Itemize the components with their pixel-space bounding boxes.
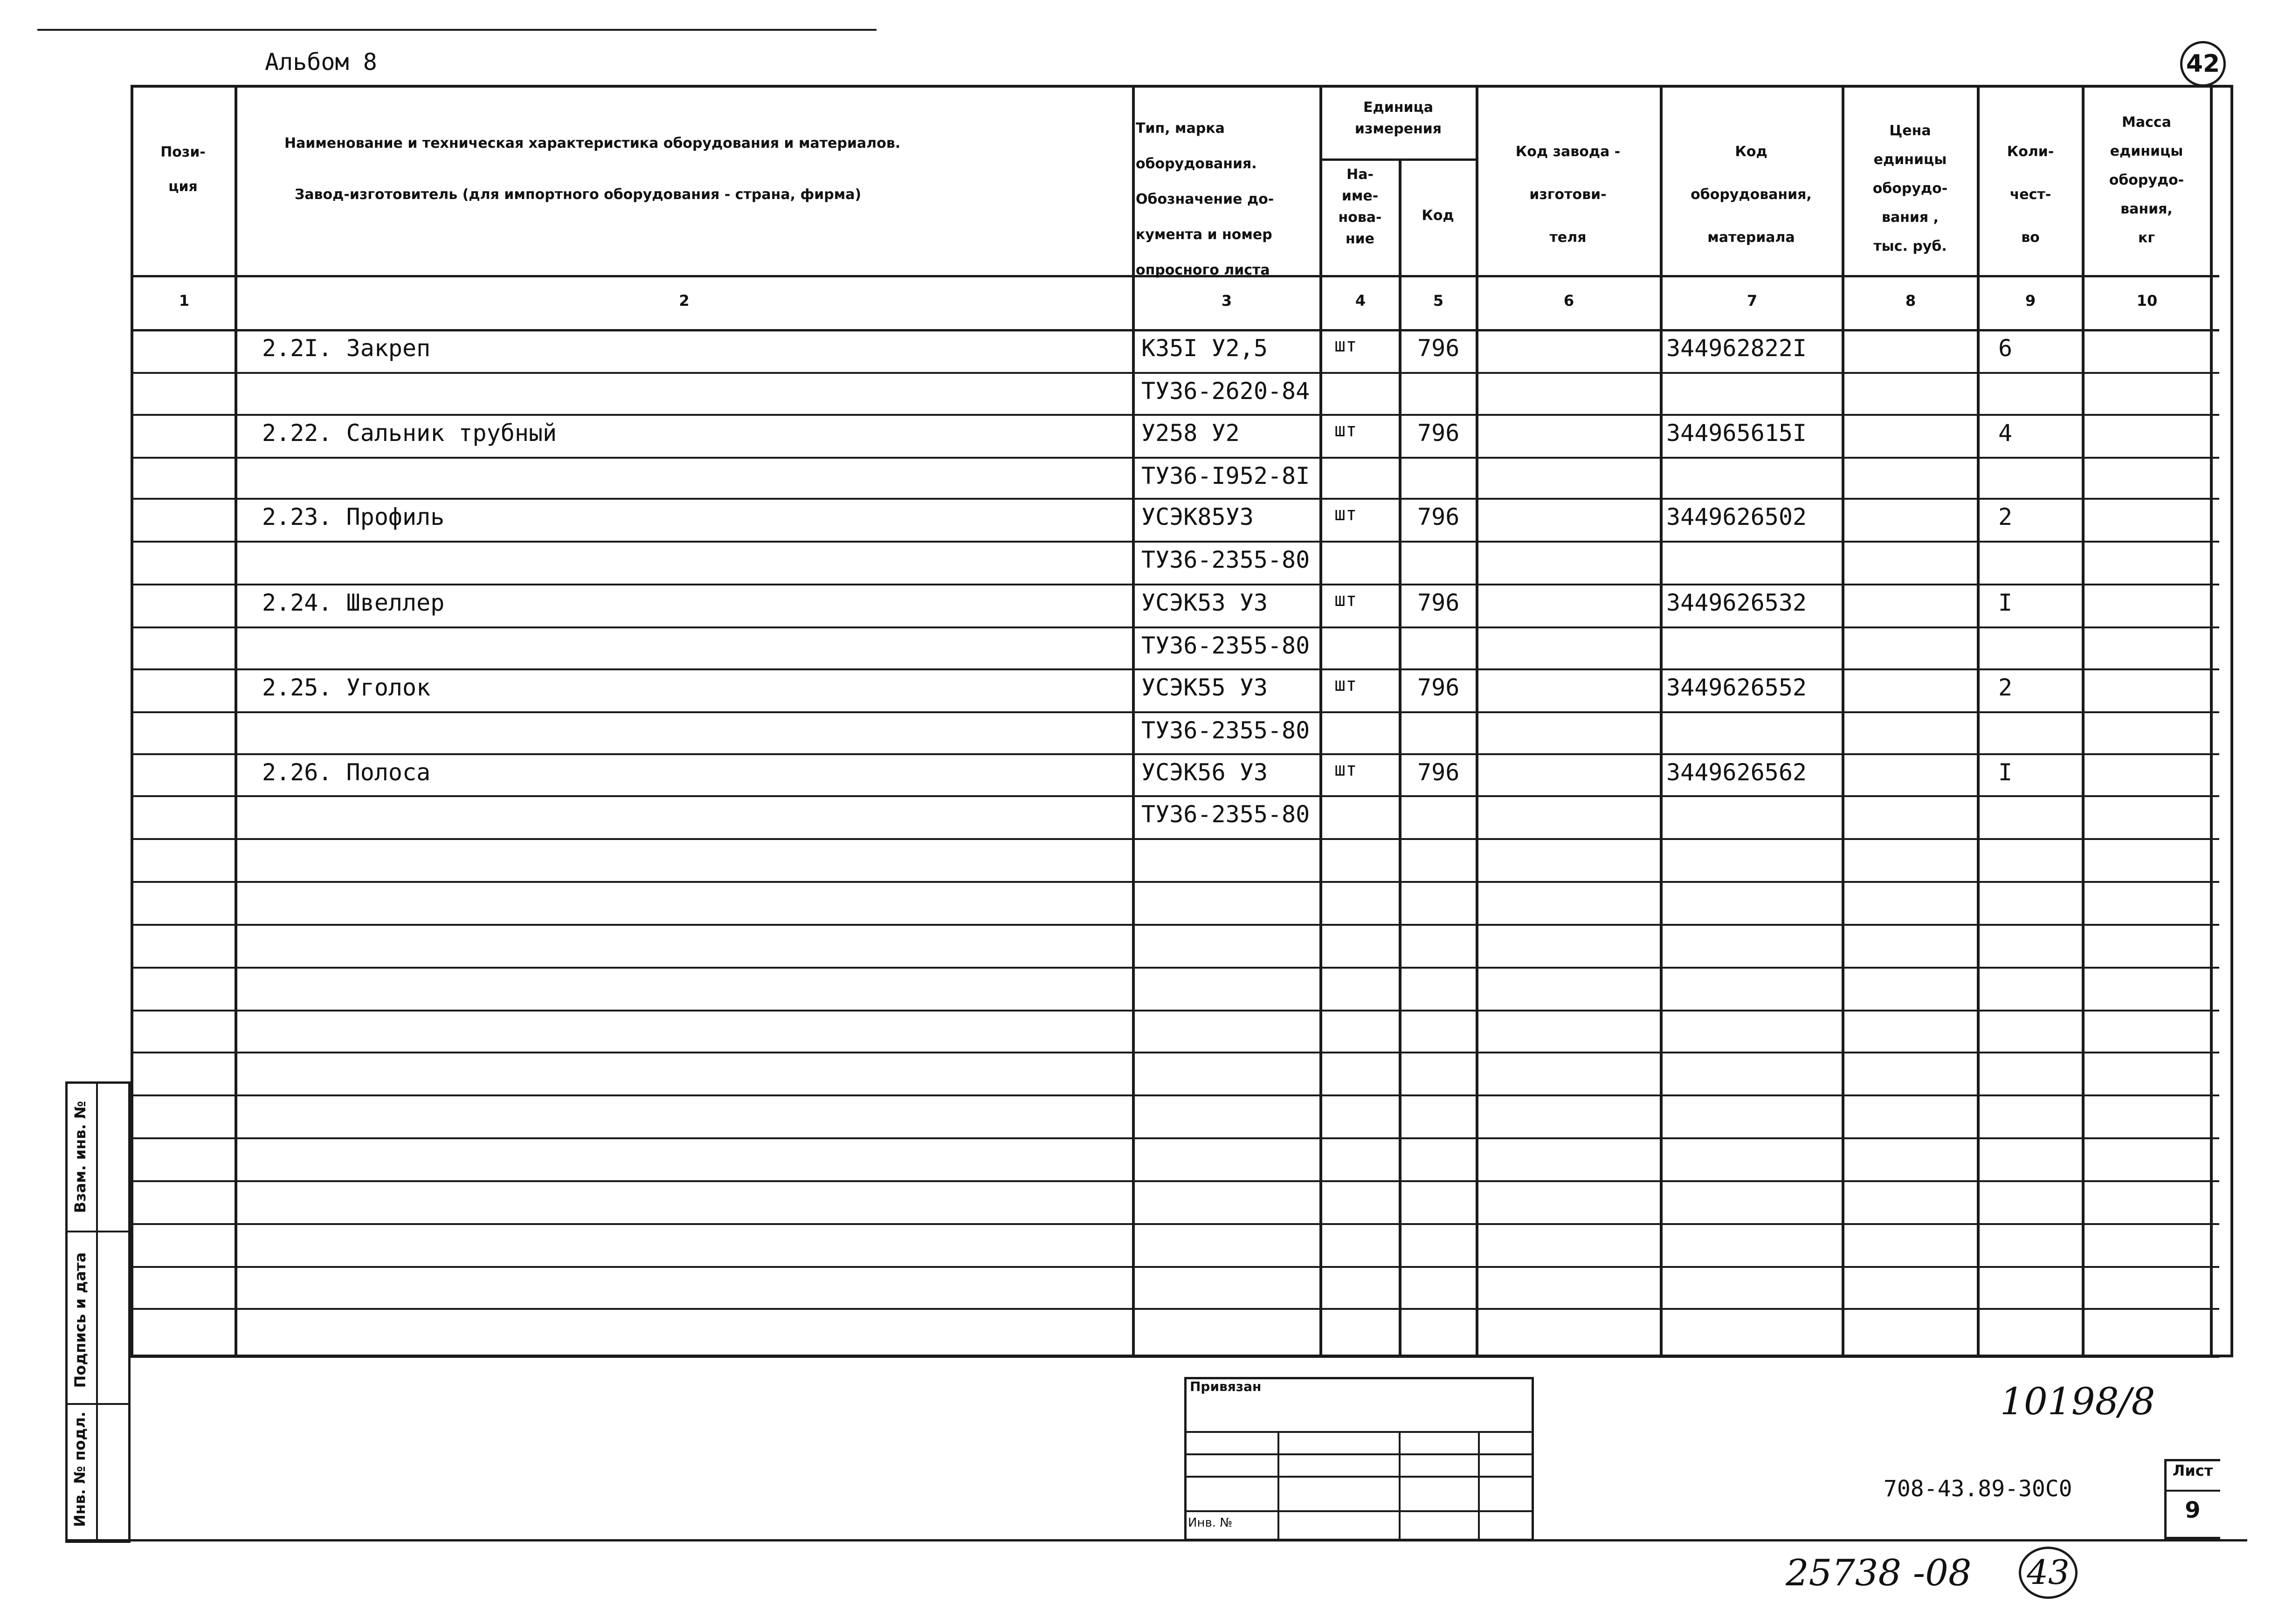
row-equipment-code: 3449626562 bbox=[1666, 759, 1807, 786]
row-name: 2.26. Полоса bbox=[262, 759, 431, 786]
top-rule bbox=[37, 29, 877, 31]
row-line bbox=[131, 1052, 2219, 1053]
row-name: 2.24. Швеллер bbox=[262, 589, 445, 616]
colnum-10: 10 bbox=[2136, 292, 2158, 310]
row-line bbox=[131, 584, 2219, 585]
row-line bbox=[131, 1180, 2219, 1182]
row-unit: шт bbox=[1334, 335, 1357, 356]
row-quantity: I bbox=[1998, 759, 2013, 786]
row-doc: ТУ36-2355-80 bbox=[1141, 717, 1310, 744]
col-line-1 bbox=[235, 85, 237, 1357]
side-vzam-label: Взам. инв. № bbox=[71, 1101, 89, 1213]
row-quantity: 2 bbox=[1998, 503, 2013, 530]
row-name: 2.25. Уголок bbox=[262, 674, 431, 701]
row-type: У258 У2 bbox=[1141, 420, 1240, 447]
column-numbers-bottom-line bbox=[131, 329, 2219, 331]
privyazan-vline-3 bbox=[1478, 1431, 1480, 1541]
col-line-2 bbox=[1132, 85, 1135, 1357]
row-unit-code: 796 bbox=[1417, 674, 1460, 701]
privyazan-stamp bbox=[1184, 1377, 1534, 1541]
side-podpis-label: Подпись и дата bbox=[71, 1252, 89, 1388]
footer-bottom-line bbox=[65, 1539, 2247, 1541]
colnum-6: 6 bbox=[1563, 292, 1574, 310]
privyazan-label: Привязан bbox=[1190, 1379, 1262, 1394]
handwritten-code: 10198/8 bbox=[2000, 1380, 2155, 1423]
bottom-archive-number: 25738 -08 bbox=[1786, 1552, 1972, 1594]
col-line-3 bbox=[1319, 85, 1322, 1357]
row-unit: шт bbox=[1334, 420, 1357, 441]
row-line bbox=[131, 1094, 2219, 1096]
row-line bbox=[131, 838, 2219, 840]
colnum-7: 7 bbox=[1747, 292, 1758, 310]
row-equipment-code: 3449626532 bbox=[1666, 589, 1807, 616]
privyazan-vline-2 bbox=[1399, 1431, 1401, 1541]
row-line bbox=[131, 1308, 2219, 1310]
row-quantity: 6 bbox=[1998, 335, 2013, 362]
privyazan-vline-1 bbox=[1277, 1431, 1279, 1541]
row-line bbox=[131, 795, 2219, 797]
sheet-label: Лист bbox=[2172, 1462, 2213, 1479]
colnum-3: 3 bbox=[1221, 292, 1232, 310]
row-doc: ТУ36-I952-8I bbox=[1141, 462, 1310, 489]
row-equipment-code: 3449626502 bbox=[1666, 503, 1807, 530]
privyazan-line-2 bbox=[1184, 1453, 1534, 1455]
row-line bbox=[131, 457, 2219, 459]
row-unit-code: 796 bbox=[1417, 759, 1460, 786]
row-unit: шт bbox=[1334, 589, 1357, 611]
header-unit-code: Код bbox=[1422, 207, 1454, 224]
col-line-7 bbox=[1842, 85, 1844, 1357]
header-name-line1: Наименование и техническая характеристика оборудования и материалов. bbox=[284, 135, 901, 151]
col-line-6 bbox=[1660, 85, 1663, 1357]
row-equipment-code: 3449626552 bbox=[1666, 674, 1807, 701]
col-line-10 bbox=[2210, 85, 2213, 1357]
header-quantity: Коли- чест- во bbox=[2007, 144, 2054, 246]
row-type: К35I У2,5 bbox=[1141, 335, 1268, 362]
album-title: Альбом 8 bbox=[265, 48, 377, 76]
row-name: 2.23. Профиль bbox=[262, 503, 445, 530]
header-equipment-code: Код оборудования, материала bbox=[1691, 144, 1812, 246]
row-line bbox=[131, 1010, 2219, 1012]
header-position: Пози- ция bbox=[160, 144, 206, 195]
row-line bbox=[131, 967, 2219, 969]
row-quantity: 4 bbox=[1998, 420, 2013, 447]
privyazan-line-4 bbox=[1184, 1510, 1534, 1512]
row-equipment-code: 344962822I bbox=[1666, 335, 1807, 362]
colnum-5: 5 bbox=[1433, 292, 1444, 310]
col-line-5 bbox=[1476, 85, 1478, 1357]
bottom-circled-number: 43 bbox=[2019, 1547, 2078, 1599]
footer-top-line bbox=[131, 1356, 2219, 1358]
row-line bbox=[131, 372, 2219, 374]
row-unit: шт bbox=[1334, 674, 1357, 695]
row-line bbox=[131, 711, 2219, 713]
row-line bbox=[131, 668, 2219, 670]
row-unit: шт bbox=[1334, 503, 1357, 525]
row-doc: ТУ36-2355-80 bbox=[1141, 632, 1310, 659]
privyazan-line-1 bbox=[1184, 1431, 1534, 1433]
row-unit-code: 796 bbox=[1417, 420, 1460, 447]
row-name: 2.22. Сальник трубный bbox=[262, 420, 557, 447]
unit-group-divider bbox=[1319, 158, 1476, 161]
row-type: УСЭК53 У3 bbox=[1141, 589, 1268, 616]
row-doc: ТУ36-2620-84 bbox=[1141, 378, 1310, 405]
row-doc: ТУ36-2355-80 bbox=[1141, 801, 1310, 828]
row-doc: ТУ36-2355-80 bbox=[1141, 546, 1310, 573]
row-unit: шт bbox=[1334, 759, 1357, 780]
header-type-mark: Тип, марка оборудования. Обозначение до- кумента и номер опросного листа bbox=[1136, 120, 1274, 278]
col-line-8 bbox=[1977, 85, 1980, 1357]
header-unit-group: Единица измерения bbox=[1354, 99, 1442, 137]
row-name: 2.2I. Закреп bbox=[262, 335, 431, 362]
row-line bbox=[131, 498, 2219, 500]
col-line-9 bbox=[2082, 85, 2085, 1357]
colnum-1: 1 bbox=[179, 292, 190, 310]
colnum-4: 4 bbox=[1355, 292, 1366, 310]
colnum-8: 8 bbox=[1905, 292, 1916, 310]
header-manufacturer-code: Код завода - изготови- теля bbox=[1515, 144, 1621, 246]
side-inv-podl-label: Инв. № подл. bbox=[71, 1411, 89, 1527]
row-quantity: I bbox=[1998, 589, 2013, 616]
col-line-4 bbox=[1399, 158, 1401, 1357]
row-type: УСЭК55 У3 bbox=[1141, 674, 1268, 701]
header-unit-name: На- име- нова- ние bbox=[1338, 166, 1382, 247]
row-equipment-code: 344965615I bbox=[1666, 420, 1807, 447]
row-quantity: 2 bbox=[1998, 674, 2013, 701]
side-stamp-inner-line bbox=[96, 1081, 98, 1543]
colnum-9: 9 bbox=[2025, 292, 2036, 310]
sheet-number: 9 bbox=[2185, 1497, 2201, 1523]
sheet-box-divider bbox=[2164, 1490, 2220, 1492]
row-unit-code: 796 bbox=[1417, 589, 1460, 616]
privyazan-line-3 bbox=[1184, 1476, 1534, 1478]
row-type: УСЭК85У3 bbox=[1141, 503, 1254, 530]
row-type: УСЭК56 У3 bbox=[1141, 759, 1268, 786]
row-line bbox=[131, 1137, 2219, 1139]
row-line bbox=[131, 626, 2219, 628]
row-line bbox=[131, 753, 2219, 755]
row-line bbox=[131, 1223, 2219, 1225]
row-unit-code: 796 bbox=[1417, 503, 1460, 530]
header-unit-price: Цена единицы оборудо- вания , тыс. руб. bbox=[1872, 123, 1948, 255]
header-name-line2: Завод-изготовитель (для импортного оборудования - страна, фирма) bbox=[295, 186, 862, 203]
row-line bbox=[131, 881, 2219, 883]
row-line bbox=[131, 541, 2219, 543]
page-badge: 42 bbox=[2180, 41, 2226, 87]
document-code: 708-43.89-30С0 bbox=[1884, 1476, 2072, 1502]
row-unit-code: 796 bbox=[1417, 335, 1460, 362]
row-line bbox=[131, 414, 2219, 416]
row-line bbox=[131, 1266, 2219, 1268]
row-line bbox=[131, 924, 2219, 926]
header-unit-mass: Масса единицы оборудо- вания, кг bbox=[2109, 114, 2184, 246]
inv-no-label: Инв. № bbox=[1188, 1516, 1233, 1530]
colnum-2: 2 bbox=[679, 292, 690, 310]
